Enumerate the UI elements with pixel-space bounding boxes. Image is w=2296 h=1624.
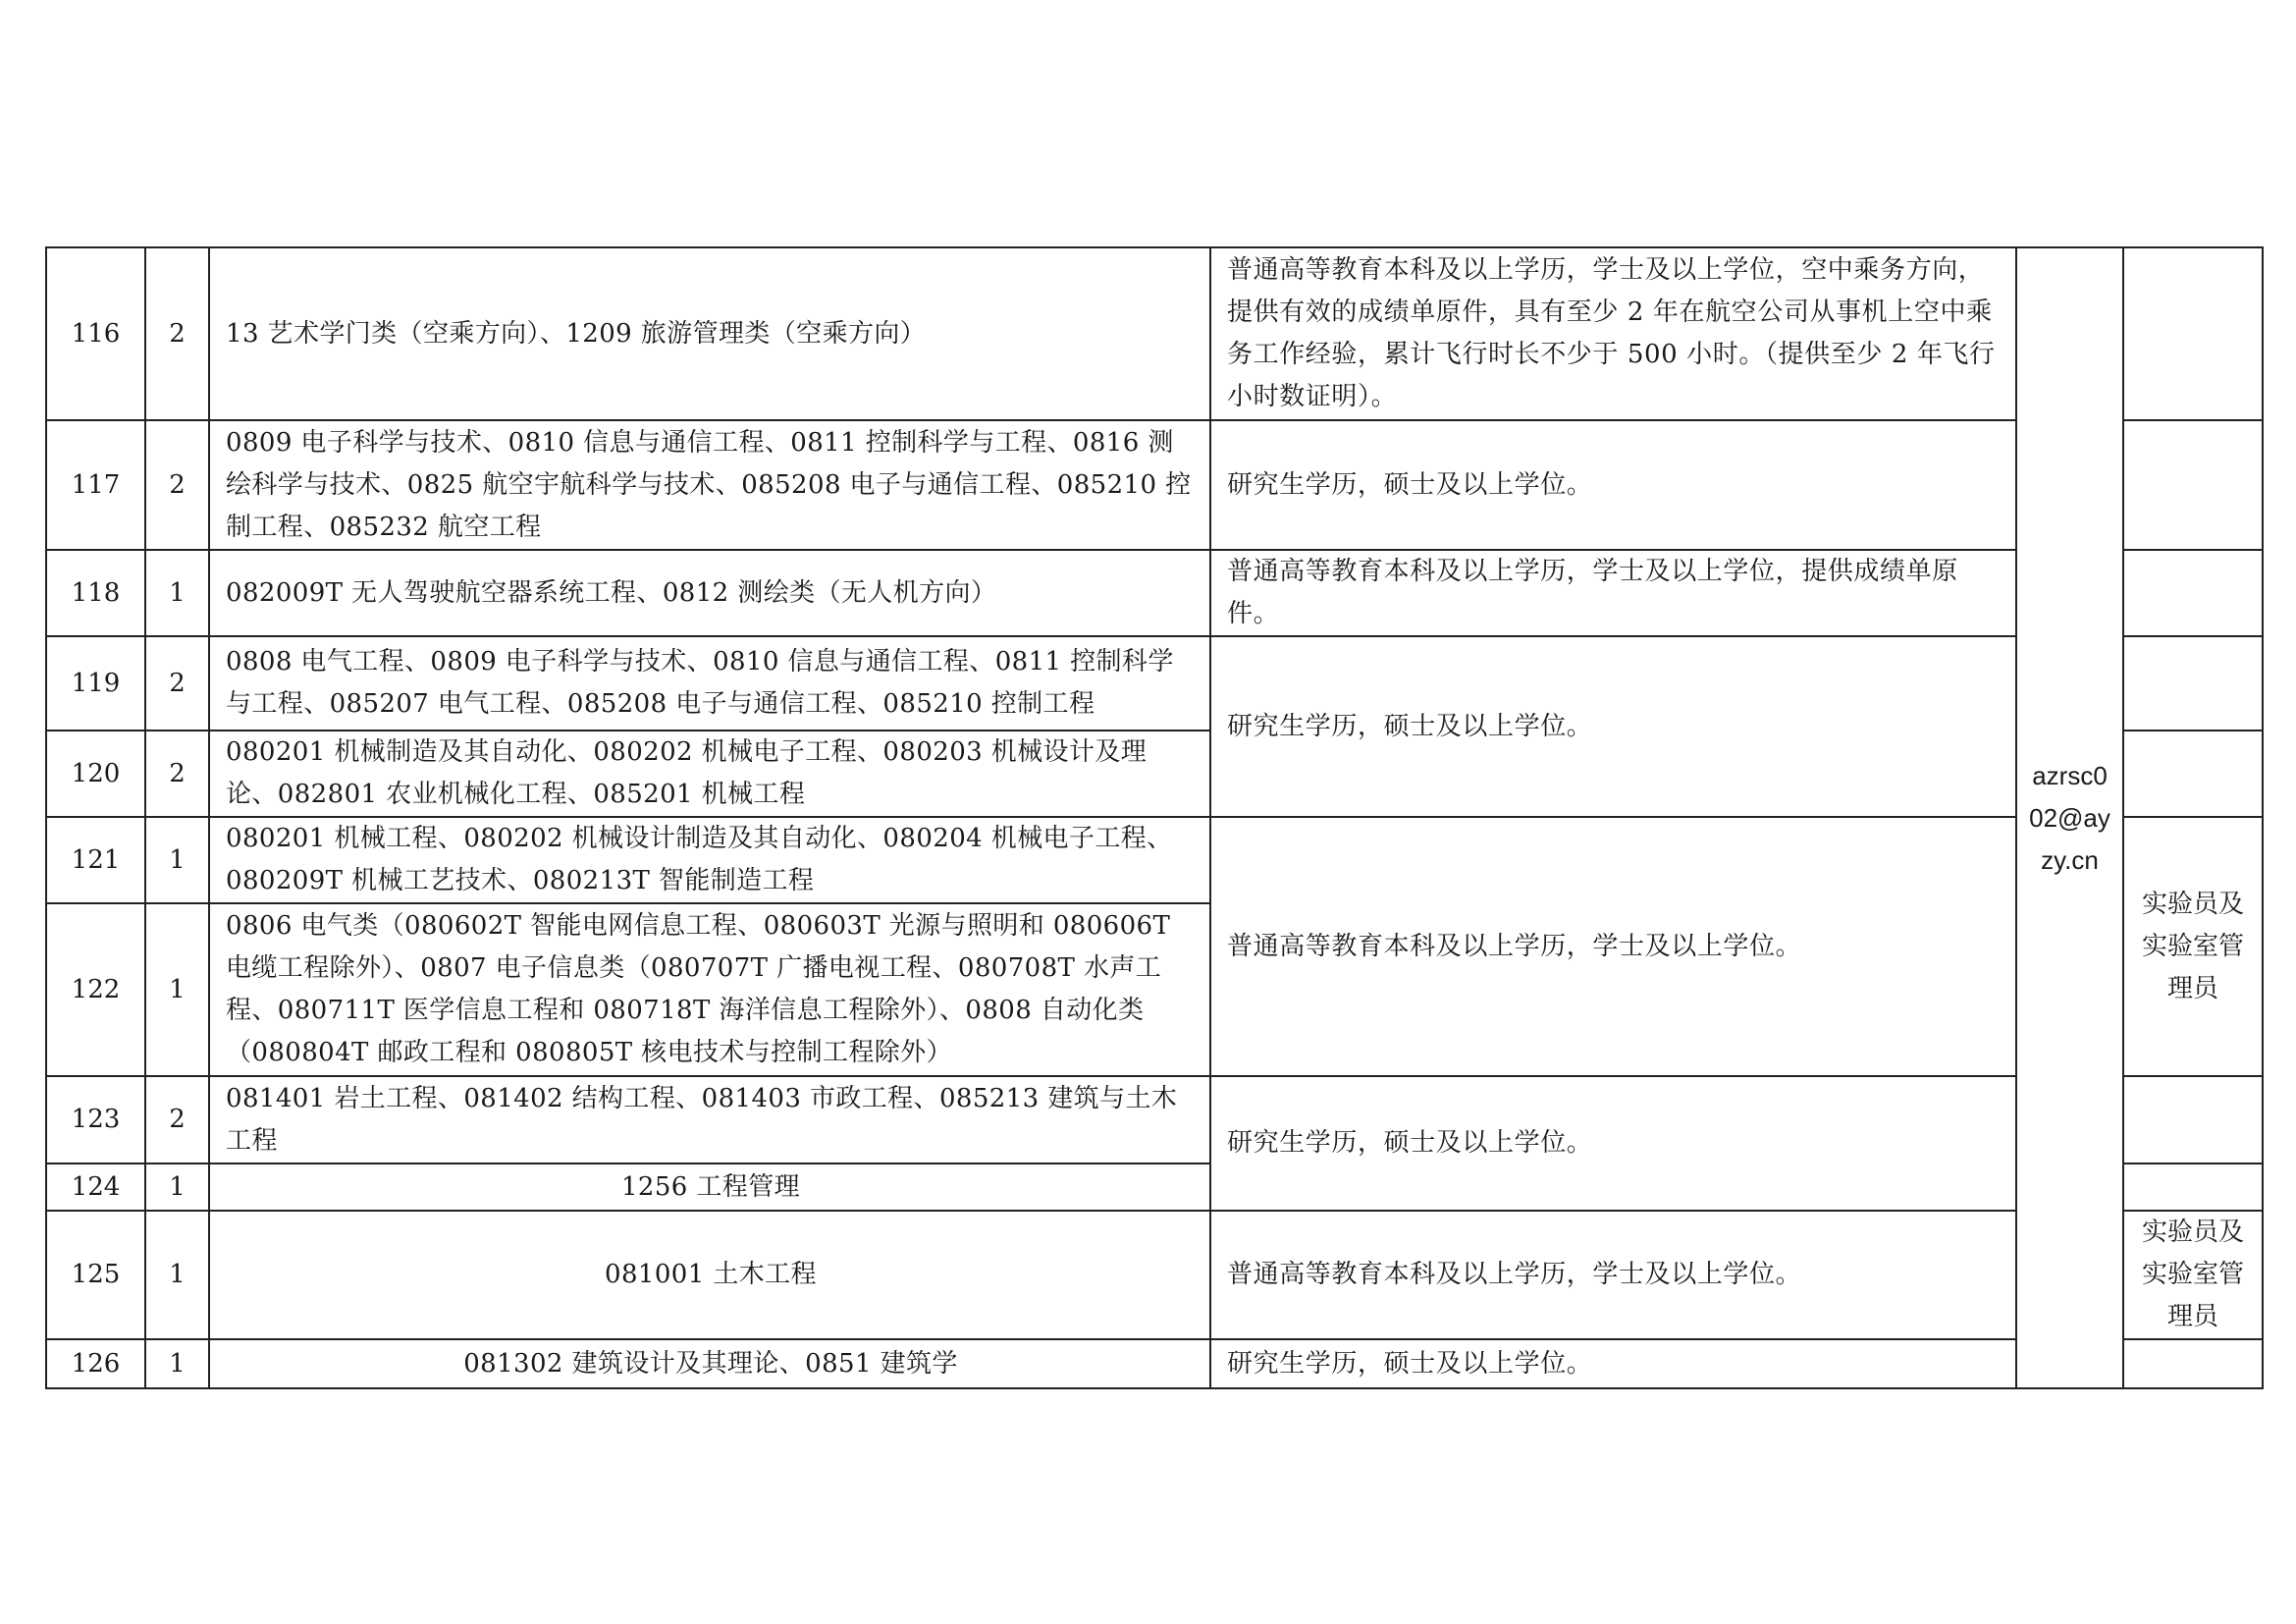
- post-name: [2123, 636, 2263, 731]
- post-name: [2123, 1076, 2263, 1164]
- post-name: [2123, 1211, 2263, 1339]
- major-requirement: 082009T 无人驾驶航空器系统工程、0812 测绘类（无人机方向）: [209, 550, 1210, 636]
- table-row: [46, 636, 2263, 731]
- major-requirement: 081401 岩土工程、081402 结构工程、081403 市政工程、085213 建筑与土木工程: [209, 1076, 1210, 1164]
- row-number: 122: [46, 903, 145, 1076]
- post-name: [2123, 247, 2263, 420]
- major-requirement: 0808 电气工程、0809 电子科学与技术、0810 信息与通信工程、0811 控制科学与工程、085207 电气工程、085208 电子与通信工程、085210 控制工程: [209, 636, 1210, 731]
- hire-count: 2: [145, 636, 209, 731]
- major-requirement: 0809 电子科学与技术、0810 信息与通信工程、0811 控制科学与工程、0816 测绘科学与技术、0825 航空宇航科学与技术、085208 电子与通信工程、085210 控制工程、085232 航空工程: [209, 420, 1210, 550]
- post-name: [2123, 1164, 2263, 1211]
- post-name-text: 实验员及实验室管理员: [2141, 1218, 2244, 1331]
- row-number: 126: [46, 1339, 145, 1388]
- major-requirement: 081001 土木工程: [209, 1211, 1210, 1339]
- table-row: [46, 817, 2263, 903]
- row-number: 116: [46, 247, 145, 420]
- major-requirement: 0806 电气类（080602T 智能电网信息工程、080603T 光源与照明和 080606T 电缆工程除外）、0807 电子信息类（080707T 广播电视工程、080708T 水声工程、080711T 医学信息工程和 080718T 海洋信息工程除外）、0808 自动化类（080804T 邮政工程和 080805T 核电技术与控制工程除外）: [209, 903, 1210, 1076]
- major-requirement: 13 艺术学门类（空乘方向）、1209 旅游管理类（空乘方向）: [209, 247, 1210, 420]
- education-requirement: 研究生学历，硕士及以上学位。: [1210, 636, 2016, 817]
- education-requirement: 普通高等教育本科及以上学历，学士及以上学位，提供成绩单原件。: [1210, 550, 2016, 636]
- row-number: 123: [46, 1076, 145, 1164]
- education-requirement: 普通高等教育本科及以上学历，学士及以上学位，空中乘务方向，提供有效的成绩单原件，具有至少 2 年在航空公司从事机上空中乘务工作经验，累计飞行时长不少于 500 小时。（提供至少 2 年飞行小时数证明）。: [1210, 247, 2016, 420]
- hire-count: 1: [145, 817, 209, 903]
- post-name: [2123, 817, 2263, 1076]
- education-requirement: 研究生学历，硕士及以上学位。: [1210, 420, 2016, 550]
- hire-count: 1: [145, 550, 209, 636]
- hire-count: 2: [145, 1076, 209, 1164]
- table-row: [46, 420, 2263, 550]
- row-number: 121: [46, 817, 145, 903]
- table-row: [46, 1211, 2263, 1339]
- row-number: 119: [46, 636, 145, 731]
- row-number: 124: [46, 1164, 145, 1211]
- hire-count: 1: [145, 1339, 209, 1388]
- education-requirement: 研究生学历，硕士及以上学位。: [1210, 1076, 2016, 1211]
- post-name: [2123, 1339, 2263, 1388]
- row-number: 125: [46, 1211, 145, 1339]
- table-row: [46, 1076, 2263, 1164]
- row-number: 117: [46, 420, 145, 550]
- table-row: [46, 247, 2263, 420]
- contact-email: azrsc002@ayzy.cn: [2016, 247, 2123, 1388]
- education-requirement: 研究生学历，硕士及以上学位。: [1210, 1339, 2016, 1388]
- major-requirement: 1256 工程管理: [209, 1164, 1210, 1211]
- table-row: [46, 1339, 2263, 1388]
- recruitment-table: [45, 246, 2264, 1389]
- education-requirement: 普通高等教育本科及以上学历，学士及以上学位。: [1210, 817, 2016, 1076]
- major-requirement: 081302 建筑设计及其理论、0851 建筑学: [209, 1339, 1210, 1388]
- hire-count: 1: [145, 1211, 209, 1339]
- post-name: [2123, 420, 2263, 550]
- education-requirement: 普通高等教育本科及以上学历，学士及以上学位。: [1210, 1211, 2016, 1339]
- post-name-text: 实验员及实验室管理员: [2141, 889, 2244, 1003]
- major-requirement: 080201 机械工程、080202 机械设计制造及其自动化、080204 机械电子工程、080209T 机械工艺技术、080213T 智能制造工程: [209, 817, 1210, 903]
- major-requirement: 080201 机械制造及其自动化、080202 机械电子工程、080203 机械设计及理论、082801 农业机械化工程、085201 机械工程: [209, 731, 1210, 817]
- post-name: [2123, 731, 2263, 817]
- row-number: 118: [46, 550, 145, 636]
- table-row: [46, 550, 2263, 636]
- hire-count: 2: [145, 731, 209, 817]
- hire-count: 1: [145, 903, 209, 1076]
- row-number: 120: [46, 731, 145, 817]
- post-name: [2123, 550, 2263, 636]
- hire-count: 2: [145, 420, 209, 550]
- hire-count: 1: [145, 1164, 209, 1211]
- hire-count: 2: [145, 247, 209, 420]
